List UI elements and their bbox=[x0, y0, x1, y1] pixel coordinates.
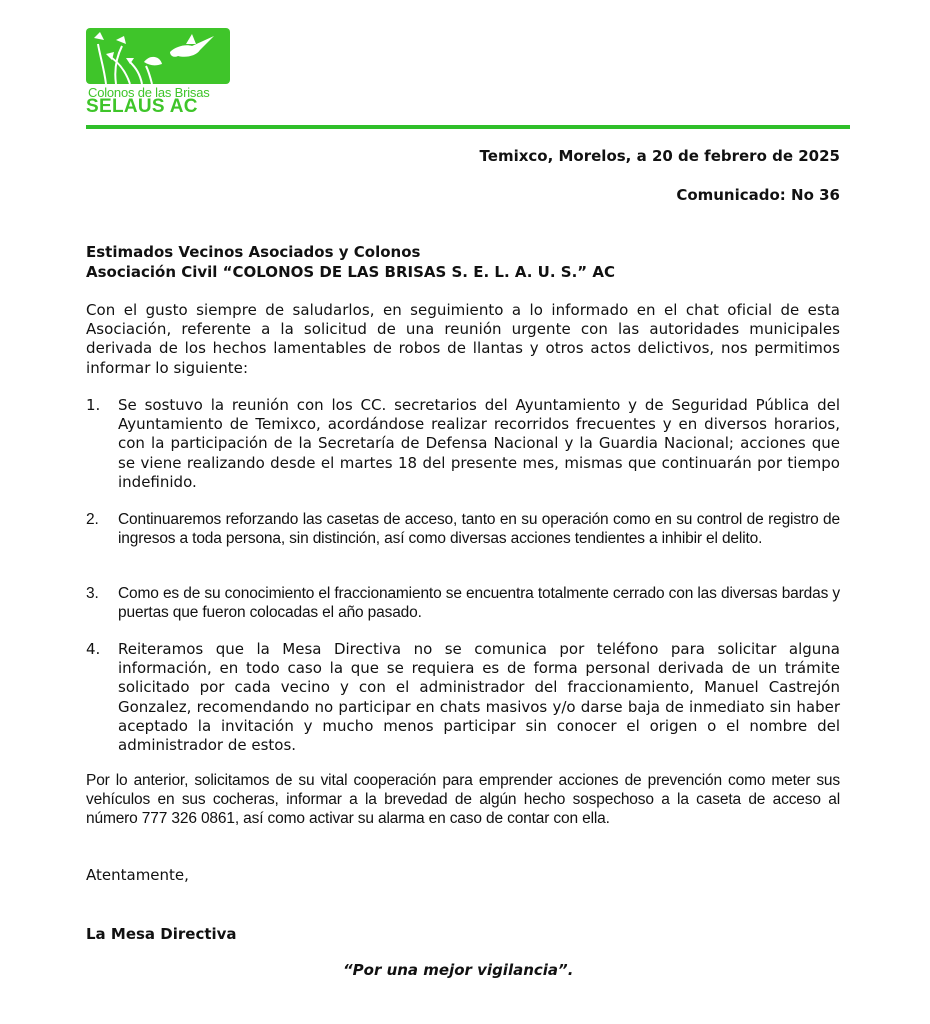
list-item-text: Se sostuvo la reunión con los CC. secretarios del Ayuntamiento y de Seguridad Pública del Ayuntamiento de Temixco, acordándose realizar recorridos frecuentes y en diversos horarios, con la participación de la Secretaría de Defensa Nacional y la Guardia Nacional; acciones que se viene realizando desde el martes 18 del presente mes, mismas que continuarán por tiempo indefinido. bbox=[118, 396, 840, 491]
logo-name: SELAUS AC bbox=[86, 96, 198, 117]
list-item-text: Continuaremos reforzando las casetas de acceso, tanto en su operación como en su control de registro de ingresos a toda persona, sin distinción, así como diversas acciones tendientes a inhibir el delito. bbox=[118, 511, 840, 548]
closing-paragraph: Por lo anterior, solicitamos de su vital cooperación para emprender acciones de prevención como meter sus vehículos en sus cocheras, informar a la brevedad de algún hecho sospechoso a la caseta de acceso al número 777 326 0861, así como activar su alarma en caso de contar con ella. bbox=[86, 772, 840, 828]
logo-subtitle: Colonos de las Brisas bbox=[88, 85, 210, 100]
salutation-line-1: Estimados Vecinos Asociados y Colonos bbox=[86, 243, 421, 261]
place-date: Temixco, Morelos, a 20 de febrero de 2025 bbox=[479, 147, 840, 165]
list-item-number: 2. bbox=[86, 511, 99, 528]
list-item-number: 1. bbox=[86, 396, 101, 414]
motto: “Por una mejor vigilancia”. bbox=[343, 961, 574, 979]
list-item-number: 4. bbox=[86, 640, 101, 658]
header-divider bbox=[86, 125, 850, 129]
sign-off: Atentamente, bbox=[86, 866, 189, 884]
signature: La Mesa Directiva bbox=[86, 925, 237, 943]
list-item-text: Reiteramos que la Mesa Directiva no se comunica por teléfono para solicitar alguna información, en todo caso la que se requiera es de forma personal derivada de un trámite solicitado por cada vecino y con el administrador del fraccionamiento, Manuel Castrejón Gonzalez, recomendando no participar en chats masivos y/o darse baja de inmediato sin haber aceptado la invitación y mucho menos participar sin conocer el origen o el nombre del administrador de estos. bbox=[118, 640, 840, 755]
list-item bbox=[86, 584, 840, 622]
list-item bbox=[86, 510, 840, 548]
logo-hummingbird-icon bbox=[86, 28, 230, 84]
organization-logo bbox=[86, 28, 232, 117]
intro-paragraph: Con el gusto siempre de saludarlos, en seguimiento a lo informado en el chat oficial de esta Asociación, referente a la solicitud de una reunión urgente con las autoridades municipales derivada de los hechos lamentables de robos de llantas y otros actos delictivos, nos permitimos informar lo siguiente: bbox=[86, 301, 840, 377]
list-item bbox=[86, 640, 840, 755]
communique-number: Comunicado: No 36 bbox=[676, 186, 840, 204]
list-item-text: Como es de su conocimiento el fraccionamiento se encuentra totalmente cerrado con las diversas bardas y puertas que fueron colocadas el año pasado. bbox=[118, 585, 840, 622]
list-item-number: 3. bbox=[86, 585, 99, 602]
list-item bbox=[86, 396, 840, 492]
salutation-line-2: Asociación Civil “COLONOS DE LAS BRISAS S. E. L. A. U. S.” AC bbox=[86, 263, 615, 281]
